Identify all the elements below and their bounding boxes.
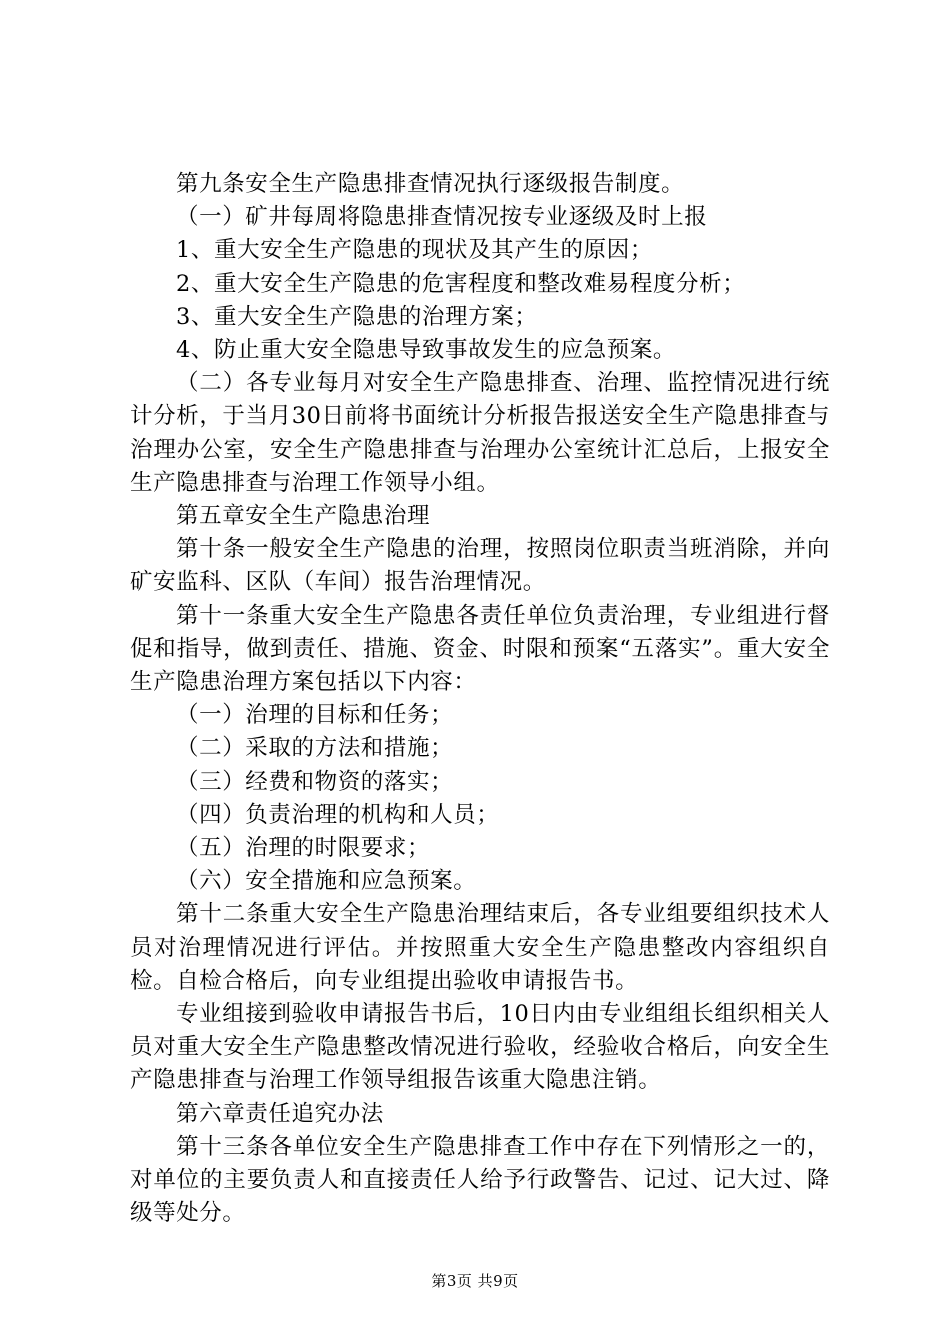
plan-item-6: （六）安全措施和应急预案。 (176, 868, 477, 895)
article-9-heading: 第九条安全生产隐患排查情况执行逐级报告制度。 (176, 171, 685, 197)
article-10: 第十条一般安全生产隐患的治理，按照岗位职责当班消除，并向矿安监科、区队（车间）报告治理情况。 (130, 536, 830, 596)
list-item-2: 2、重大安全生产隐患的危害程度和整改难易程度分析； (176, 270, 746, 297)
page-total: 共9页 (477, 1272, 519, 1290)
plan-item-1: （一）治理的目标和任务； (176, 702, 454, 729)
article-12: 第十二条重大安全生产隐患治理结束后，各专业组要组织技术人员对治理情况进行评估。并按照重大安全生产隐患整改内容组织自检。自检合格后，向专业组提出验收申请报告书。 (130, 901, 830, 994)
list-item-1: 1、重大安全生产隐患的现状及其产生的原因； (176, 237, 653, 264)
plan-item-5: （五）治理的时限要求； (176, 835, 431, 862)
document-body (130, 168, 830, 1231)
plan-item-4: （四）负责治理的机构和人员； (176, 801, 500, 828)
page-footer (0, 1271, 950, 1291)
list-item-3: 3、重大安全生产隐患的治理方案； (176, 303, 538, 330)
chapter-5-heading: 第五章安全生产隐患治理 (176, 503, 431, 530)
page-number: 第3页 (431, 1272, 473, 1290)
section-2-monthly-analysis: （二）各专业每月对安全生产隐患排查、治理、监控情况进行统计分析，于当月30日前将书面统计分析报告报送安全生产隐患排查与治理办公室，安全生产隐患排查与治理办公室统计汇总后，上报安全生产隐患排查与治理工作领导小组。 (130, 370, 830, 496)
article-13: 第十三条各单位安全生产隐患排查工作中存在下列情形之一的，对单位的主要负责人和直接责任人给予行政警告、记过、记大过、降级等处分。 (130, 1133, 830, 1227)
list-item-4: 4、防止重大安全隐患导致事故发生的应急预案。 (176, 337, 677, 364)
plan-item-2: （二）采取的方法和措施； (176, 735, 454, 762)
acceptance-paragraph: 专业组接到验收申请报告书后，10日内由专业组组长组织相关人员对重大安全生产隐患整改情况进行验收，经验收合格后，向安全生产隐患排查与治理工作领导组报告该重大隐患注销。 (130, 1001, 830, 1094)
plan-item-3: （三）经费和物资的落实； (176, 768, 454, 795)
section-1-weekly-report: （一）矿井每周将隐患排查情况按专业逐级及时上报 (176, 204, 708, 231)
article-11: 第十一条重大安全生产隐患各责任单位负责治理，专业组进行督促和指导，做到责任、措施、资金、时限和预案“五落实”。重大安全生产隐患治理方案包括以下内容： (130, 602, 830, 696)
chapter-6-heading: 第六章责任追究办法 (176, 1100, 384, 1127)
